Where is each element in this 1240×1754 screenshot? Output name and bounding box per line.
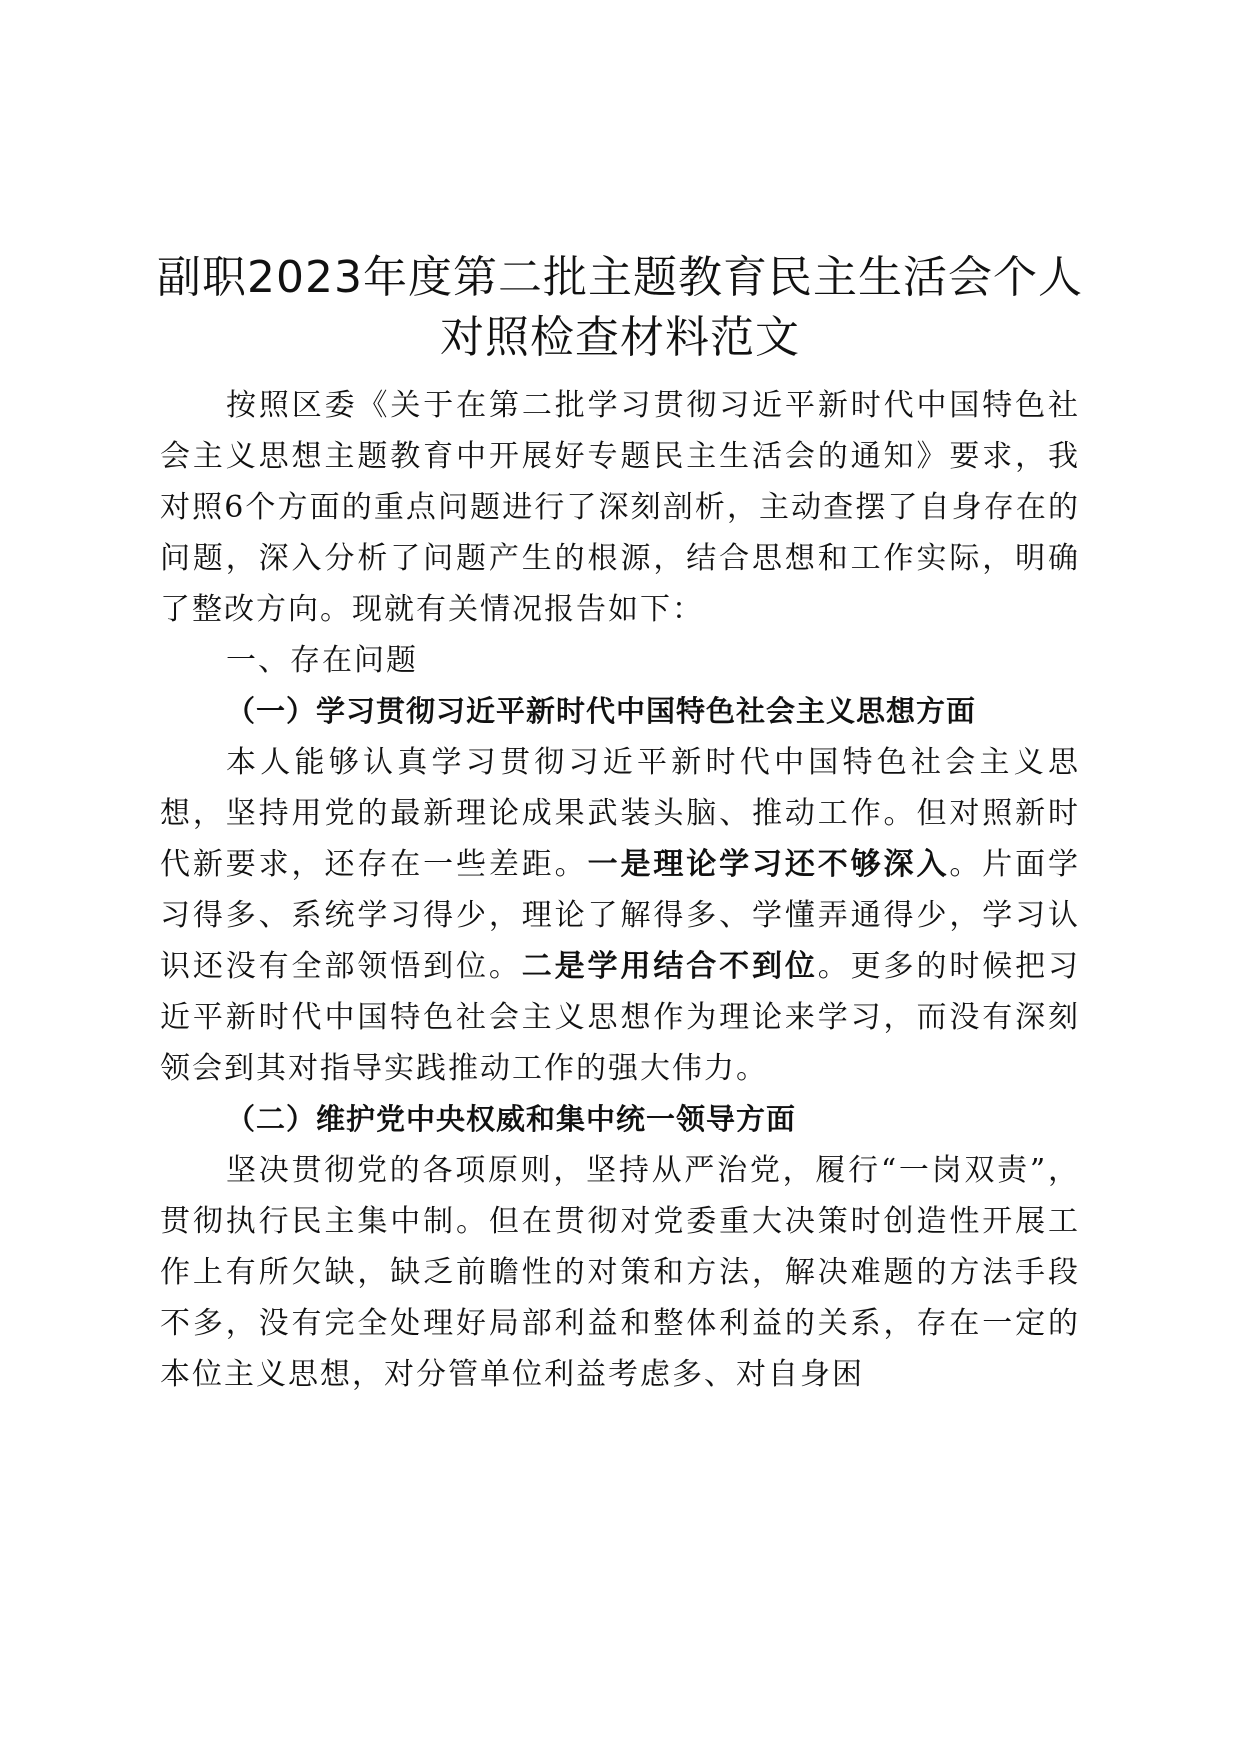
section-heading-problems: 一、存在问题 <box>226 643 418 678</box>
intro-paragraph: 按照区委《关于在第二批学习贯彻习近平新时代中国特色社会主义思想主题教育中开展好专题民主生活会的通知》要求，我对照6个方面的重点问题进行了深刻剖析，主动查摆了自身存在的问题，深入分析了问题产生的根源，结合思想和工作实际，明确了整改方向。现就有关情况报告如下： <box>160 388 1080 627</box>
subsection-1-text-c: 。更多的时候把习近平新时代中国特色社会主义思想作为理论来学习，而没有深刻领会到其对指导实践推动工作的强大伟力。 <box>160 949 1081 1086</box>
subsection-1-text-b: 。片面学习得多、系统学习得少，理论了解得多、学懂弄通得少，学习认识还没有全部领悟到位。 <box>160 847 1081 984</box>
subsection-heading-1: （一）学习贯彻习近平新时代中国特色社会主义思想方面 <box>226 694 977 728</box>
subsection-1-paragraph <box>160 737 1080 1094</box>
document-title: 副职2023年度第二批主题教育民主生活会个人对照检查材料范文 <box>157 252 1083 363</box>
document-body <box>160 380 1080 1400</box>
subsection-heading-2: （二）维护党中央权威和集中统一领导方面 <box>226 1102 797 1136</box>
subsection-1-text-a: 本人能够认真学习贯彻习近平新时代中国特色社会主义思想，坚持用党的最新理论成果武装头脑、推动工作。但对照新时代新要求，还存在一些差距。 <box>160 745 1080 882</box>
subsection-2-paragraph: 坚决贯彻党的各项原则，坚持从严治党，履行“一岗双责”，贯彻执行民主集中制。但在贯彻对党委重大决策时创造性开展工作上有所欠缺，缺乏前瞻性的对策和方法，解决难题的方法手段不多，没有完全处理好局部利益和整体利益的关系，存在一定的本位主义思想，对分管单位利益考虑多、对自身困 <box>160 1153 1080 1392</box>
subsection-1-bold-point-2: 二是学用结合不到位 <box>521 949 818 984</box>
subsection-1-bold-point-1: 一是理论学习还不够深入 <box>587 847 950 882</box>
